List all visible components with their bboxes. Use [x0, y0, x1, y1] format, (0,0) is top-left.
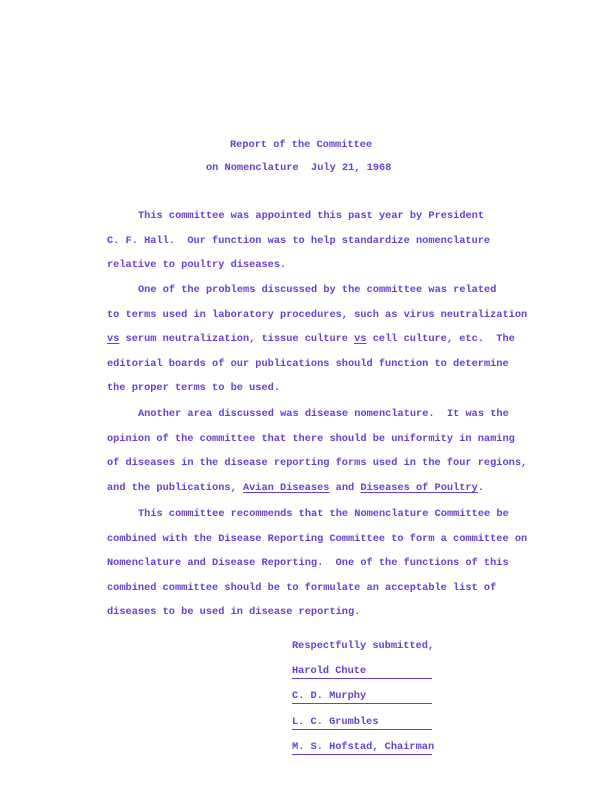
- paragraph-4-line: [138, 508, 509, 520]
- text-segment: C. F. Hall. Our function was to help standardize nomenclature: [107, 234, 491, 247]
- paragraph-3-line: [138, 408, 509, 420]
- paragraph-4-line: [107, 533, 527, 545]
- report-subtitle-date: on Nomenclature July 21, 1968: [206, 162, 392, 174]
- paragraph-1-line: [107, 259, 286, 271]
- paragraph-4-line: [107, 557, 509, 569]
- paragraph-1-line: [107, 235, 490, 247]
- text-segment: of diseases in the disease reporting forms used in the four regions,: [107, 457, 528, 470]
- text-segment: editorial boards of our publications should function to determine: [107, 357, 509, 370]
- report-title: Report of the Committee: [230, 139, 373, 151]
- paragraph-1-line: [138, 210, 484, 222]
- text-segment: relative to poultry diseases.: [107, 259, 287, 272]
- text-segment: serum neutralization, tissue culture: [119, 333, 355, 346]
- signatory-name: C. D. Murphy: [292, 690, 432, 704]
- paragraph-2-line: [138, 284, 496, 296]
- text-segment: diseases to be used in disease reporting.: [107, 606, 361, 619]
- signature-line: [292, 690, 432, 704]
- text-segment: and: [329, 481, 361, 494]
- text-segment: combined with the Disease Reporting Committee to form a committee on: [107, 532, 528, 545]
- text-segment: Another area discussed was disease nomenclature. It was the: [138, 408, 509, 420]
- paragraph-2-line: [107, 309, 527, 321]
- signature-line: [292, 716, 432, 730]
- text-segment: This committee recommends that the Nomenclature Committee be: [138, 508, 509, 520]
- text-segment: to terms used in laboratory procedures, such as virus neutralization: [107, 308, 528, 321]
- paragraph-3-line: [107, 433, 515, 445]
- underlined-term: Diseases of Poultry: [360, 481, 478, 494]
- signature-line: [292, 665, 432, 679]
- paragraph-3-line: [107, 457, 527, 469]
- text-segment: .: [477, 481, 484, 494]
- paragraph-2-line: [107, 382, 280, 394]
- signatory-name: L. C. Grumbles: [292, 716, 432, 730]
- underlined-term: vs: [107, 333, 120, 346]
- paragraph-2-line: [107, 333, 515, 345]
- text-segment: One of the problems discussed by the committee was related: [138, 284, 497, 296]
- underlined-term: vs: [354, 333, 367, 346]
- text-segment: opinion of the committee that there should be uniformity in naming: [107, 432, 515, 445]
- text-segment: Nomenclature and Disease Reporting. One of the functions of this: [107, 557, 509, 570]
- signature-line: [292, 740, 435, 755]
- signatory-name: M. S. Hofstad, Chairman: [292, 740, 435, 753]
- text-segment: cell culture, etc. The: [366, 333, 515, 346]
- paragraph-4-line: [107, 582, 496, 594]
- text-segment: combined committee should be to formulate an acceptable list of: [107, 581, 497, 594]
- paragraph-2-line: [107, 358, 509, 370]
- text-segment: the proper terms to be used.: [107, 382, 281, 395]
- paragraph-3-line: [107, 482, 484, 494]
- paragraph-4-line: [107, 606, 360, 618]
- text-segment: This committee was appointed this past year by President: [138, 210, 485, 222]
- text-segment: and the publications,: [107, 481, 243, 494]
- signatory-name: Harold Chute: [292, 665, 432, 679]
- closing: Respectfully submitted,: [292, 640, 435, 652]
- underlined-term: Avian Diseases: [242, 481, 330, 494]
